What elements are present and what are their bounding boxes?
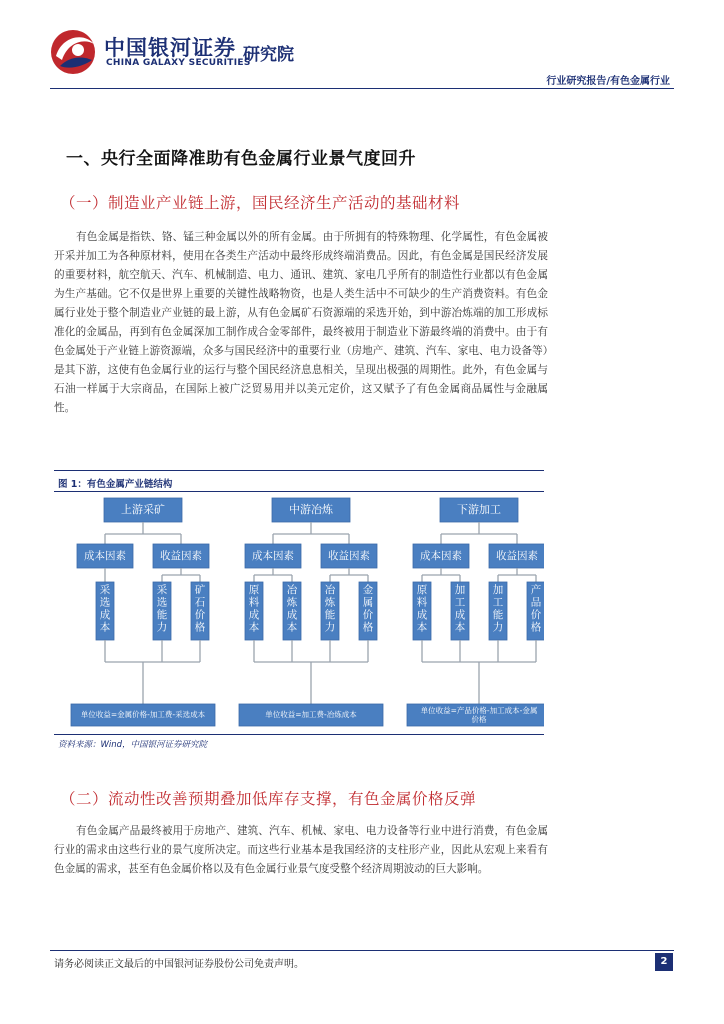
svg-text:力: 力 [492,621,504,634]
header-divider [50,88,674,89]
svg-text:能: 能 [492,609,504,621]
revenue-factor-label: 收益因素 [496,550,538,562]
svg-text:力: 力 [156,621,168,634]
svg-text:能: 能 [324,609,336,621]
svg-text:加: 加 [492,584,504,596]
subsection-title-1: （一）制造业产业链上游，国民经济生产活动的基础材料 [60,194,461,212]
svg-text:采: 采 [99,584,111,596]
svg-text:成: 成 [99,609,111,621]
svg-text:采: 采 [156,584,168,596]
svg-text:本: 本 [99,621,111,634]
svg-text:成: 成 [286,609,298,621]
figure-source: 资料来源：Wind，中国银河证券研究院 [58,740,208,750]
svg-text:成: 成 [416,609,428,621]
svg-text:成: 成 [454,609,466,621]
factor-item-label [157,583,168,634]
svg-text:原: 原 [248,584,260,596]
svg-text:价: 价 [194,609,206,621]
svg-text:本: 本 [454,621,466,634]
unit-revenue-formula-cont: 价格 [471,715,487,724]
svg-text:石: 石 [194,596,206,609]
svg-text:选: 选 [99,596,111,609]
svg-text:炼: 炼 [324,596,336,609]
factor-item-label [287,583,298,634]
footer-divider [50,950,674,951]
factor-item-label [325,583,336,634]
factor-item-label [195,583,206,634]
factor-item-label [100,583,111,634]
svg-text:品: 品 [530,596,542,609]
figure-top-rule [54,470,544,471]
cost-factor-label: 成本因素 [252,550,294,562]
svg-text:价: 价 [362,609,374,621]
svg-text:炼: 炼 [286,596,298,609]
galaxy-logo-icon [48,26,98,76]
brand-name-en: CHINA GALAXY SECURITIES [106,58,251,68]
revenue-factor-label: 收益因素 [328,550,370,562]
page-number: 2 [655,953,673,971]
svg-text:工: 工 [492,596,504,609]
factor-item-label [363,583,374,634]
paragraph-2: 有色金属产品最终被用于房地产、建筑、汽车、机械、家电、电力设备等行业中进行消费，有色金属行业的需求由这些行业的景气度所决定。而这些行业基本是我国经济的支柱形产业，因此从宏观上来看有色金属的需求，甚至有色金属价格以及有色金属行业景气度受整个经济周期波动的巨大影响。 [54,825,548,875]
svg-text:料: 料 [416,596,428,609]
paragraph-1: 有色金属是指铁、铬、锰三种金属以外的所有金属。由于所拥有的特殊物理、化学属性，有色金属被开采并加工为各种原材料，使用在各类生产活动中最终形成终端消费品。因此，有色金属是国民经济发展的重要材料，航空航天、汽车、机械制造、电力、通讯、建筑、家电几乎所有的制造性行业都以有色金属为生产基础。它不仅是世界上重要的关键性战略物资，也是人类生活中不可缺少的生产消费资料。有色金属行业处于整个制造业产业链的最上游，从有色金属矿石资源端的采选开始，到中游冶炼端的加工形成标准化的金属品，再到有色金属深加工制作成合金零部件，最终被用于制造业下游最终端的消费中。由于有色金属处于产业链上游资源端，众多与国民经济中的重要行业（房地产、建筑、汽车、家电、电力设备等）是其下游，这使有色金属行业的运行与整个国民经济息息相关，呈现出极强的周期性。此外，有色金属与石油一样属于大宗商品，在国际上被广泛贸易用并以美元定价，这又赋予了有色金属商品属性与金融属性。 [54,231,548,414]
svg-text:产: 产 [530,584,542,596]
footer-disclaimer: 请务必阅读正文最后的中国银河证券股份公司免责声明。 [54,959,304,970]
cost-factor-label: 成本因素 [84,550,126,562]
svg-text:格: 格 [362,621,374,634]
unit-revenue-formula: 单位收益=加工费-冶炼成本 [265,710,357,719]
svg-text:本: 本 [286,621,298,634]
stage-label: 上游采矿 [121,503,165,516]
svg-text:本: 本 [248,621,260,634]
section-title: 一、央行全面降准助有色金属行业景气度回升 [66,149,416,169]
cost-factor-label: 成本因素 [420,550,462,562]
svg-text:选: 选 [156,596,168,609]
factor-item-label [417,584,428,634]
svg-text:加: 加 [454,584,466,596]
factor-item-label [249,584,260,634]
brand-institute: 研究院 [243,45,294,65]
svg-text:格: 格 [194,621,206,634]
stage-label: 中游冶炼 [289,503,333,516]
factor-item-label [493,583,504,634]
figure-bottom-rule [54,734,544,735]
report-tag: 行业研究报告/有色金属行业 [546,76,670,87]
svg-text:本: 本 [416,621,428,634]
factor-item-label [455,583,466,634]
svg-text:冶: 冶 [286,584,298,596]
svg-text:价: 价 [530,609,542,621]
svg-text:格: 格 [530,621,542,634]
svg-text:原: 原 [416,584,428,596]
svg-text:金: 金 [362,584,374,596]
svg-text:成: 成 [248,609,260,621]
svg-text:矿: 矿 [194,584,206,596]
industry-chain-diagram [54,492,544,734]
revenue-factor-label: 收益因素 [160,550,202,562]
svg-text:工: 工 [454,596,466,609]
svg-text:冶: 冶 [324,584,336,596]
unit-revenue-formula: 单位收益=产品价格-加工成本-金属 [420,706,538,715]
factor-item-label [531,583,542,634]
figure-title: 图 1：有色金属产业链结构 [58,479,173,490]
stage-label: 下游加工 [457,503,501,516]
svg-text:属: 属 [362,596,374,609]
subsection-title-2: （二）流动性改善预期叠加低库存支撑，有色金属价格反弹 [60,790,477,808]
svg-text:力: 力 [324,621,336,634]
svg-text:能: 能 [156,609,168,621]
brand-name-cn: 中国银河证券 [104,36,236,60]
unit-revenue-formula: 单位收益=金属价格-加工费-采选成本 [80,710,206,719]
svg-text:料: 料 [248,596,260,609]
